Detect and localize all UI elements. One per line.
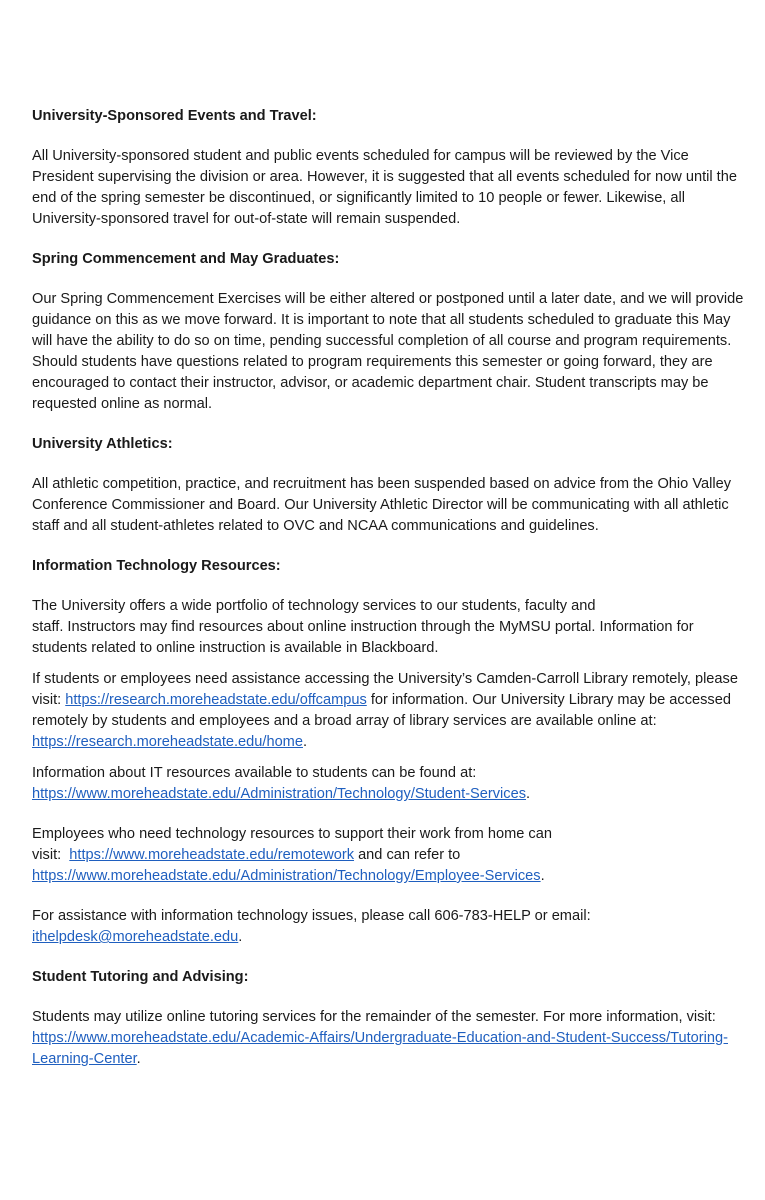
section-body: All athletic competition, practice, and recruitment has been suspended based on advice from the Ohio Valley Conference Commissioner and Board. Our University Athletic Director will be communicating with all athletic staff and all student-athletes related to OVC and NCAA communications and guidelines.	[32, 476, 732, 534]
student-services-link[interactable]: https://www.moreheadstate.edu/Administration/Technology/Student-Services	[32, 786, 527, 802]
paragraph-text: .	[540, 868, 545, 884]
paragraph-text: .	[526, 786, 531, 802]
tutoring-center-link[interactable]: https://www.moreheadstate.edu/Academic-Affairs/Undergraduate-Education-and-Student-Success/Tutoring-Learning-Center	[32, 1030, 728, 1067]
paragraph-text: .	[302, 734, 308, 750]
section-athletics	[32, 434, 745, 537]
section-heading: Spring Commencement and May Graduates:	[32, 251, 340, 267]
paragraph-text: The University offers a wide portfolio of technology services to our students, faculty and	[32, 598, 596, 614]
it-paragraph-library	[32, 669, 745, 753]
remotework-link[interactable]: https://www.moreheadstate.edu/remotework	[69, 847, 355, 863]
section-heading: Student Tutoring and Advising:	[32, 969, 249, 985]
section-heading: University-Sponsored Events and Travel:	[32, 108, 317, 124]
paragraph-text: .	[136, 1051, 141, 1067]
employee-services-link[interactable]: https://www.moreheadstate.edu/Administration/Technology/Employee-Services	[32, 868, 541, 884]
paragraph-text: and can refer to	[354, 847, 461, 863]
it-paragraph-employee-services	[32, 824, 745, 887]
section-heading: Information Technology Resources:	[32, 558, 281, 574]
section-tutoring	[32, 967, 745, 1070]
section-heading: University Athletics:	[32, 436, 173, 452]
helpdesk-email-link[interactable]: ithelpdesk@moreheadstate.edu	[32, 929, 239, 945]
paragraph-text: for information. Our University Library may be accessed remotely by students and employees and a broad array of library services are available online at:	[32, 692, 731, 729]
it-paragraph-portfolio	[32, 596, 745, 659]
offcampus-link[interactable]: https://research.moreheadstate.edu/offcampus	[65, 692, 367, 708]
section-events	[32, 106, 745, 230]
paragraph-text: For assistance with information technology issues, please call 606-783-HELP or email:	[32, 908, 591, 924]
section-commencement	[32, 249, 745, 415]
section-body: All University-sponsored student and public events scheduled for campus will be reviewed by the Vice President supervising the division or area. However, it is suggested that all events scheduled for now until the end of the spring semester be discontinued, or significantly limited to 10 people or fewer. Likewise, all University-sponsored travel for out-of-state will remain suspended.	[32, 148, 737, 227]
section-body: Our Spring Commencement Exercises will be either altered or postponed until a later date, and we will provide guidance on this as we move forward. It is important to note that all students scheduled to graduate this May will have the ability to do so on time, pending successful completion of all course and program requirements. Should students have questions related to program requirements this semester or going forward, they are encouraged to contact their instructor, advisor, or academic department chair. Student transcripts may be requested online as normal.	[32, 291, 744, 412]
section-it-resources	[32, 556, 745, 948]
section-body	[32, 1007, 745, 1070]
paragraph-text: .	[238, 929, 243, 945]
paragraph-text: Employees who need technology resources to support their work from home can	[32, 826, 552, 842]
library-home-link[interactable]: https://research.moreheadstate.edu/home	[32, 734, 303, 750]
paragraph-text: Students may utilize online tutoring services for the remainder of the semester. For more information, visit:	[32, 1009, 716, 1025]
paragraph-text: Information about IT resources available to students can be found at:	[32, 765, 477, 781]
paragraph-text: staff. Instructors may find resources about online instruction through the MyMSU portal. Information for students related to online instruction is available in Blackboard.	[32, 619, 694, 656]
it-paragraph-student-services	[32, 763, 745, 805]
paragraph-text: visit:	[32, 847, 70, 863]
it-paragraph-helpdesk	[32, 906, 745, 948]
paragraph-text: If students or employees need assistance accessing the University’s Camden-Carroll Library remotely, please visit:	[32, 671, 738, 708]
